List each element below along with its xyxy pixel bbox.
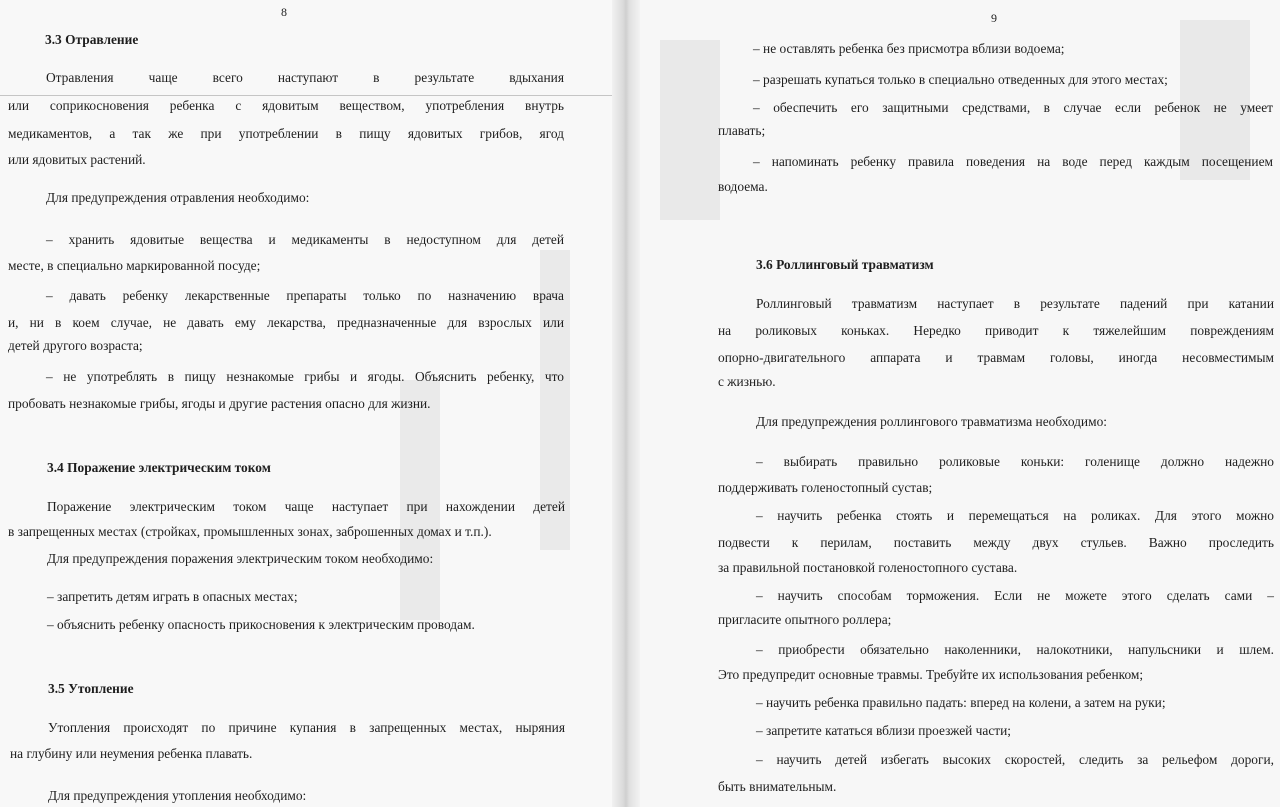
s34-p1-line2: в запрещенных местах (стройках, промышленных зонах, заброшенных домах и т.п.). [8,524,492,539]
heading-3-4: 3.4 Поражение электрическим током [47,460,271,475]
page-number-8: 8 [281,5,287,19]
s36-item2-line1: – научить ребенка стоять и перемещаться на роликах. Для этого можно [756,508,1274,523]
s33-p1-line4: или ядовитых растений. [8,152,146,167]
water-item3-line2: плавать; [718,123,766,138]
s36-item4-line1: – приобрести обязательно наколенники, налокотники, напульсники и шлем. [756,642,1274,657]
s33-item2-line1: – давать ребенку лекарственные препараты только по назначению врача [46,288,564,303]
s35-intro: Для предупреждения утопления необходимо: [48,788,307,803]
s33-p1-line3: медикаментов, а так же при употреблении в пищу ядовитых грибов, ягод [8,126,564,141]
s36-p1-line4: с жизнью. [718,374,776,389]
page-number-9: 9 [991,11,997,25]
right-page [640,0,1280,807]
s33-item3-line2: пробовать незнакомые грибы, ягоды и другие растения опасно для жизни. [8,396,431,411]
s36-item2-line2: подвести к перилам, поставить между двух стульев. Важно проследить [718,535,1274,550]
s36-item7-line1: – научить детей избегать высоких скоростей, следить за рельефом дороги, [756,752,1274,767]
left-page [0,0,612,807]
s33-p1-line1: Отравления чаще всего наступают в результате вдыхания [46,70,564,85]
heading-3-5: 3.5 Утопление [48,681,134,696]
s33-p1-line2: или соприкосновения ребенка с ядовитым веществом, употребления внутрь [8,98,564,113]
s34-item2: – объяснить ребенку опасность прикосновения к электрическим проводам. [47,617,475,632]
s36-intro: Для предупреждения роллингового травматизма необходимо: [756,414,1107,429]
s33-intro: Для предупреждения отравления необходимо: [46,190,310,205]
heading-3-3: 3.3 Отравление [45,32,139,47]
scan-line [0,95,612,96]
s36-p1-line2: на роликовых коньках. Нередко приводит к тяжелейшим повреждениям [718,323,1274,338]
s36-p1-line1: Роллинговый травматизм наступает в результате падений при катании [756,296,1274,311]
water-item1: – не оставлять ребенка без присмотра вблизи водоема; [753,41,1065,56]
book-gutter [612,0,640,807]
s36-item5: – научить ребенка правильно падать: вперед на колени, а затем на руки; [756,695,1166,710]
s33-item3-line1: – не употреблять в пищу незнакомые грибы и ягоды. Объяснить ребенку, что [46,369,564,384]
s33-item1-line1: – хранить ядовитые вещества и медикаменты в недоступном для детей [46,232,564,247]
s36-item6: – запретите кататься вблизи проезжей части; [756,723,1012,738]
s36-item1-line2: поддерживать голеностопный сустав; [718,480,933,495]
s36-item4-line2: Это предупредит основные травмы. Требуйте их использования ребенком; [718,667,1144,682]
s36-item3-line2: пригласите опытного роллера; [718,612,892,627]
s33-item1-line2: месте, в специально маркированной посуде; [8,258,261,273]
s36-item1-line1: – выбирать правильно роликовые коньки: голенище должно надежно [756,454,1274,469]
water-item2: – разрешать купаться только в специально отведенных для этого местах; [753,72,1168,87]
s34-p1-line1: Поражение электрическим током чаще наступает при нахождении детей [47,499,565,514]
water-item4-line2: водоема. [718,179,768,194]
s35-p1-line2: на глубину или неумения ребенка плавать. [10,746,253,761]
s35-p1-line1: Утопления происходят по причине купания в запрещенных местах, ныряния [48,720,565,735]
s36-item2-line3: за правильной постановкой голеностопного сустава. [718,560,1018,575]
water-item3-line1: – обеспечить его защитными средствами, в случае если ребенок не умеет [753,100,1273,115]
s36-p1-line3: опорно-двигательного аппарата и травмам головы, иногда несовместимым [718,350,1274,365]
s33-item2-line2: и, ни в коем случае, не давать ему лекарства, предназначенные для взрослых или [8,315,564,330]
s33-item2-line3: детей другого возраста; [8,338,143,353]
water-item4-line1: – напоминать ребенку правила поведения на воде перед каждым посещением [753,154,1273,169]
s36-item3-line1: – научить способам торможения. Если не можете этого сделать сами – [756,588,1274,603]
s36-item7-line2: быть внимательным. [718,779,837,794]
s34-intro: Для предупреждения поражения электрическим током необходимо: [47,551,434,566]
heading-3-6: 3.6 Роллинговый травматизм [756,257,934,272]
s34-item1: – запретить детям играть в опасных местах; [47,589,298,604]
